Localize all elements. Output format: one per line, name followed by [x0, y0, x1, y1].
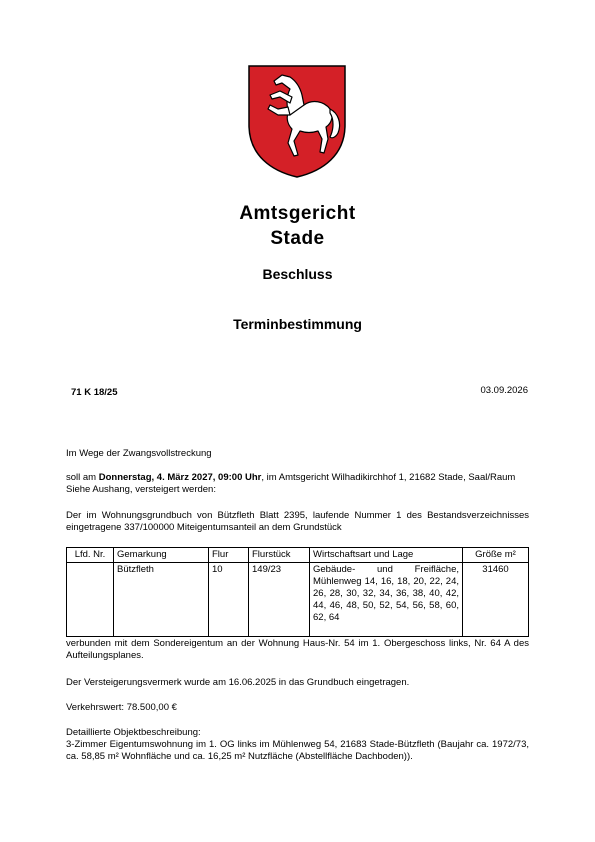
intro-text: Im Wege der Zwangsvollstreckung — [66, 448, 212, 459]
col-header-flur: Flur — [209, 548, 249, 563]
heading-terminbestimmung: Terminbestimmung — [233, 316, 362, 332]
cell-groesse: 31460 — [463, 563, 529, 637]
termin-prefix: soll am — [66, 472, 99, 483]
lower-saxony-horse-crest-icon — [246, 63, 348, 179]
cell-flurstueck: 149/23 — [249, 563, 310, 637]
col-header-flurstueck: Flurstück — [249, 548, 310, 563]
termin-suffix: , im Amtsgericht Wilhadikirchhof 1, 21682 Stade, Saal/Raum Siehe Aushang, versteigert werden: — [66, 472, 516, 495]
sondereigentum-paragraph: verbunden mit dem Sondereigentum an der Wohnung Haus-Nr. 54 im 1. Obergeschoss links, Nr. 64 A des Aufteilungsplanes. — [66, 638, 529, 661]
vermerk-paragraph: Der Versteigerungsvermerk wurde am 16.06.2025 in das Grundbuch eingetragen. — [66, 677, 410, 688]
cell-flur: 10 — [209, 563, 249, 637]
grundbuch-paragraph: Der im Wohnungsgrundbuch von Bützfleth Blatt 2395, laufende Nummer 1 des Bestandsverzeichnisses eingetragene 337/100000 Miteigentumsanteil an dem Grundstück — [66, 510, 529, 533]
termin-paragraph — [66, 472, 529, 496]
beschreibung-block — [66, 727, 529, 763]
beschreibung-title: Detaillierte Objektbeschreibung: — [66, 727, 201, 738]
heading-beschluss: Beschluss — [262, 266, 333, 282]
verkehrswert: Verkehrswert: 78.500,00 € — [66, 702, 177, 713]
table-row — [67, 563, 529, 637]
col-header-wirtschaftsart: Wirtschaftsart und Lage — [310, 548, 463, 563]
cell-lfd-nr — [67, 563, 114, 637]
col-header-gemarkung: Gemarkung — [114, 548, 209, 563]
table-header-row — [67, 548, 529, 563]
termin-date: Donnerstag, 4. März 2027, 09:00 Uhr — [98, 472, 262, 483]
document-date: 03.09.2026 — [480, 385, 528, 396]
col-header-lfd-nr: Lfd. Nr. — [67, 548, 114, 563]
case-number: 71 K 18/25 — [71, 387, 118, 398]
beschreibung-text: 3-Zimmer Eigentumswohnung im 1. OG links im Mühlenweg 54, 21683 Stade-Bützfleth (Baujahr ca. 1972/73, ca. 58,85 m² Wohnfläche und ca. 16,25 m² Nutzfläche (Abstellfläche Dachboden)). — [66, 739, 529, 762]
col-header-groesse: Größe m² — [463, 548, 529, 563]
court-name-line1: Amtsgericht — [239, 203, 356, 224]
cell-wirtschaftsart: Gebäude- und Freifläche, Mühlenweg 14, 16, 18, 20, 22, 24, 26, 28, 30, 32, 34, 36, 38, 40, 42, 44, 46, 48, 50, 52, 54, 56, 58, 60, 62, 64 — [310, 563, 463, 637]
cell-gemarkung: Bützfleth — [114, 563, 209, 637]
court-name-line2: Stade — [270, 228, 325, 249]
property-table — [66, 547, 529, 637]
